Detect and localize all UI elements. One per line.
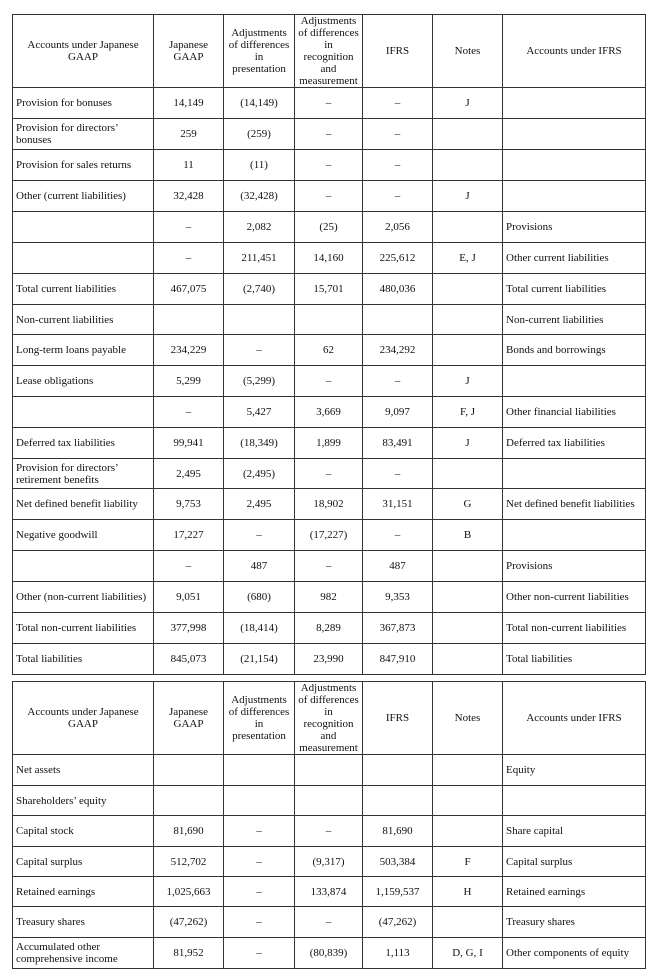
jgaap-value-cell: 9,753 — [154, 489, 224, 520]
recognition-adjustment-cell: – — [295, 816, 363, 847]
presentation-adjustment-cell: – — [224, 816, 295, 847]
ifrs-value-cell: 9,353 — [363, 582, 433, 613]
recognition-adjustment-cell: (17,227) — [295, 520, 363, 551]
recognition-adjustment-cell: 133,874 — [295, 877, 363, 907]
ifrs-value-cell: 487 — [363, 551, 433, 582]
table-row — [13, 397, 646, 428]
table-row — [13, 613, 646, 644]
header-row — [13, 682, 646, 755]
header-adj-recognition: Adjustments of differences in recognition and measurement — [295, 682, 363, 755]
presentation-adjustment-cell: (2,495) — [224, 459, 295, 489]
notes-cell: F — [433, 847, 503, 877]
ifrs-account-cell: Total non-current liabilities — [503, 613, 646, 644]
reconciliation-table-equity — [12, 681, 646, 969]
header-ifrs-accounts: Accounts under IFRS — [503, 682, 646, 755]
ifrs-account-cell: Other current liabilities — [503, 243, 646, 274]
notes-cell — [433, 644, 503, 675]
ifrs-value-cell: 225,612 — [363, 243, 433, 274]
table-row — [13, 181, 646, 212]
notes-cell — [433, 150, 503, 181]
presentation-adjustment-cell: – — [224, 877, 295, 907]
header-jgaap: Japanese GAAP — [154, 15, 224, 88]
table-row — [13, 755, 646, 786]
notes-cell: J — [433, 428, 503, 459]
jgaap-account-cell: Total liabilities — [13, 644, 154, 675]
ifrs-account-cell: Non-current liabilities — [503, 305, 646, 335]
header-row — [13, 15, 646, 88]
ifrs-value-cell: 503,384 — [363, 847, 433, 877]
equity-body — [13, 755, 646, 969]
table-row — [13, 88, 646, 119]
ifrs-account-cell: Total liabilities — [503, 644, 646, 675]
ifrs-value-cell — [363, 786, 433, 816]
presentation-adjustment-cell — [224, 305, 295, 335]
jgaap-value-cell: 17,227 — [154, 520, 224, 551]
notes-cell: G — [433, 489, 503, 520]
presentation-adjustment-cell: 5,427 — [224, 397, 295, 428]
ifrs-account-cell: Other components of equity — [503, 938, 646, 969]
recognition-adjustment-cell: 14,160 — [295, 243, 363, 274]
notes-cell: B — [433, 520, 503, 551]
table-row — [13, 150, 646, 181]
notes-cell — [433, 816, 503, 847]
jgaap-account-cell: Provision for sales returns — [13, 150, 154, 181]
jgaap-account-cell — [13, 551, 154, 582]
recognition-adjustment-cell: 3,669 — [295, 397, 363, 428]
header-notes: Notes — [433, 15, 503, 88]
header-adj-presentation: Adjustments of differences in presentation — [224, 682, 295, 755]
ifrs-value-cell: – — [363, 366, 433, 397]
reconciliation-table-liabilities — [12, 14, 646, 675]
ifrs-account-cell: Treasury shares — [503, 907, 646, 938]
ifrs-account-cell: Provisions — [503, 551, 646, 582]
jgaap-account-cell: Non-current liabilities — [13, 305, 154, 335]
ifrs-account-cell: Capital surplus — [503, 847, 646, 877]
header-jgaap: Japanese GAAP — [154, 682, 224, 755]
presentation-adjustment-cell — [224, 786, 295, 816]
presentation-adjustment-cell: (259) — [224, 119, 295, 150]
jgaap-value-cell: – — [154, 243, 224, 274]
presentation-adjustment-cell — [224, 755, 295, 786]
presentation-adjustment-cell: (2,740) — [224, 274, 295, 305]
table-row — [13, 243, 646, 274]
jgaap-value-cell — [154, 305, 224, 335]
presentation-adjustment-cell: – — [224, 520, 295, 551]
ifrs-account-cell — [503, 366, 646, 397]
recognition-adjustment-cell: – — [295, 181, 363, 212]
recognition-adjustment-cell: 23,990 — [295, 644, 363, 675]
header-ifrs-accounts: Accounts under IFRS — [503, 15, 646, 88]
recognition-adjustment-cell: – — [295, 150, 363, 181]
ifrs-value-cell: – — [363, 88, 433, 119]
ifrs-account-cell — [503, 119, 646, 150]
jgaap-value-cell: 14,149 — [154, 88, 224, 119]
jgaap-value-cell: 512,702 — [154, 847, 224, 877]
jgaap-value-cell: 32,428 — [154, 181, 224, 212]
ifrs-value-cell: 234,292 — [363, 335, 433, 366]
ifrs-account-cell: Equity — [503, 755, 646, 786]
recognition-adjustment-cell: – — [295, 366, 363, 397]
jgaap-account-cell: Total current liabilities — [13, 274, 154, 305]
liabilities-body — [13, 88, 646, 675]
presentation-adjustment-cell: (21,154) — [224, 644, 295, 675]
jgaap-value-cell: 81,952 — [154, 938, 224, 969]
table-row — [13, 119, 646, 150]
jgaap-account-cell: Other (non-current liabilities) — [13, 582, 154, 613]
jgaap-account-cell: Negative goodwill — [13, 520, 154, 551]
recognition-adjustment-cell — [295, 786, 363, 816]
recognition-adjustment-cell: – — [295, 907, 363, 938]
presentation-adjustment-cell: 211,451 — [224, 243, 295, 274]
notes-cell — [433, 305, 503, 335]
jgaap-account-cell: Net assets — [13, 755, 154, 786]
presentation-adjustment-cell: 487 — [224, 551, 295, 582]
jgaap-account-cell: Provision for bonuses — [13, 88, 154, 119]
jgaap-value-cell: – — [154, 212, 224, 243]
table-row — [13, 274, 646, 305]
table-row — [13, 907, 646, 938]
ifrs-account-cell: Share capital — [503, 816, 646, 847]
recognition-adjustment-cell: – — [295, 88, 363, 119]
table-row — [13, 428, 646, 459]
jgaap-value-cell: 467,075 — [154, 274, 224, 305]
jgaap-account-cell: Provision for directors’ retirement benefits — [13, 459, 154, 489]
notes-cell — [433, 786, 503, 816]
ifrs-value-cell: 81,690 — [363, 816, 433, 847]
header-ifrs: IFRS — [363, 682, 433, 755]
jgaap-account-cell — [13, 243, 154, 274]
ifrs-value-cell: 83,491 — [363, 428, 433, 459]
notes-cell — [433, 274, 503, 305]
notes-cell: J — [433, 366, 503, 397]
notes-cell — [433, 613, 503, 644]
table-row — [13, 366, 646, 397]
jgaap-value-cell: – — [154, 397, 224, 428]
jgaap-account-cell: Deferred tax liabilities — [13, 428, 154, 459]
presentation-adjustment-cell: (14,149) — [224, 88, 295, 119]
recognition-adjustment-cell: – — [295, 119, 363, 150]
jgaap-value-cell: 259 — [154, 119, 224, 150]
ifrs-account-cell: Total current liabilities — [503, 274, 646, 305]
ifrs-account-cell: Provisions — [503, 212, 646, 243]
table-row — [13, 335, 646, 366]
jgaap-value-cell: 5,299 — [154, 366, 224, 397]
notes-cell: H — [433, 877, 503, 907]
header-jgaap-accounts: Accounts under Japanese GAAP — [13, 15, 154, 88]
table-row — [13, 847, 646, 877]
ifrs-value-cell: – — [363, 459, 433, 489]
ifrs-account-cell: Deferred tax liabilities — [503, 428, 646, 459]
ifrs-value-cell: – — [363, 119, 433, 150]
presentation-adjustment-cell: – — [224, 335, 295, 366]
ifrs-account-cell: Other financial liabilities — [503, 397, 646, 428]
jgaap-account-cell: Shareholders’ equity — [13, 786, 154, 816]
table-row — [13, 520, 646, 551]
presentation-adjustment-cell: (18,414) — [224, 613, 295, 644]
ifrs-value-cell: 367,873 — [363, 613, 433, 644]
table-row — [13, 786, 646, 816]
ifrs-value-cell: – — [363, 181, 433, 212]
table-row — [13, 938, 646, 969]
ifrs-account-cell — [503, 786, 646, 816]
jgaap-value-cell: 234,229 — [154, 335, 224, 366]
jgaap-value-cell: 2,495 — [154, 459, 224, 489]
presentation-adjustment-cell: 2,082 — [224, 212, 295, 243]
jgaap-account-cell: Provision for directors’ bonuses — [13, 119, 154, 150]
recognition-adjustment-cell — [295, 305, 363, 335]
presentation-adjustment-cell: – — [224, 847, 295, 877]
recognition-adjustment-cell: 15,701 — [295, 274, 363, 305]
recognition-adjustment-cell: (25) — [295, 212, 363, 243]
recognition-adjustment-cell: – — [295, 459, 363, 489]
notes-cell: E, J — [433, 243, 503, 274]
jgaap-value-cell: 845,073 — [154, 644, 224, 675]
ifrs-value-cell — [363, 305, 433, 335]
jgaap-value-cell — [154, 786, 224, 816]
presentation-adjustment-cell: – — [224, 938, 295, 969]
table-row — [13, 644, 646, 675]
table-row — [13, 816, 646, 847]
ifrs-value-cell: 31,151 — [363, 489, 433, 520]
jgaap-account-cell: Net defined benefit liability — [13, 489, 154, 520]
jgaap-account-cell: Lease obligations — [13, 366, 154, 397]
jgaap-account-cell: Retained earnings — [13, 877, 154, 907]
recognition-adjustment-cell — [295, 755, 363, 786]
jgaap-value-cell: 377,998 — [154, 613, 224, 644]
table-row — [13, 305, 646, 335]
jgaap-account-cell — [13, 397, 154, 428]
presentation-adjustment-cell: (32,428) — [224, 181, 295, 212]
ifrs-value-cell: 1,113 — [363, 938, 433, 969]
header-adj-recognition: Adjustments of differences in recognition and measurement — [295, 15, 363, 88]
ifrs-value-cell: 847,910 — [363, 644, 433, 675]
jgaap-account-cell — [13, 212, 154, 243]
ifrs-account-cell — [503, 150, 646, 181]
jgaap-value-cell: 11 — [154, 150, 224, 181]
ifrs-value-cell: – — [363, 520, 433, 551]
header-notes: Notes — [433, 682, 503, 755]
ifrs-account-cell: Bonds and borrowings — [503, 335, 646, 366]
ifrs-account-cell — [503, 520, 646, 551]
header-ifrs: IFRS — [363, 15, 433, 88]
notes-cell — [433, 551, 503, 582]
jgaap-account-cell: Treasury shares — [13, 907, 154, 938]
notes-cell — [433, 212, 503, 243]
jgaap-value-cell: – — [154, 551, 224, 582]
recognition-adjustment-cell: 1,899 — [295, 428, 363, 459]
presentation-adjustment-cell: 2,495 — [224, 489, 295, 520]
ifrs-account-cell — [503, 88, 646, 119]
recognition-adjustment-cell: (9,317) — [295, 847, 363, 877]
notes-cell: D, G, I — [433, 938, 503, 969]
ifrs-account-cell — [503, 181, 646, 212]
ifrs-value-cell: – — [363, 150, 433, 181]
notes-cell: F, J — [433, 397, 503, 428]
jgaap-value-cell: 9,051 — [154, 582, 224, 613]
presentation-adjustment-cell: (680) — [224, 582, 295, 613]
notes-cell — [433, 582, 503, 613]
ifrs-value-cell: (47,262) — [363, 907, 433, 938]
notes-cell — [433, 119, 503, 150]
jgaap-account-cell: Capital surplus — [13, 847, 154, 877]
jgaap-account-cell: Accumulated other comprehensive income — [13, 938, 154, 969]
notes-cell — [433, 459, 503, 489]
recognition-adjustment-cell: 982 — [295, 582, 363, 613]
table-row — [13, 459, 646, 489]
header-jgaap-accounts: Accounts under Japanese GAAP — [13, 682, 154, 755]
ifrs-value-cell — [363, 755, 433, 786]
jgaap-value-cell — [154, 755, 224, 786]
notes-cell — [433, 335, 503, 366]
table-row — [13, 551, 646, 582]
table-row — [13, 489, 646, 520]
ifrs-value-cell: 480,036 — [363, 274, 433, 305]
ifrs-account-cell — [503, 459, 646, 489]
jgaap-value-cell: (47,262) — [154, 907, 224, 938]
presentation-adjustment-cell: (18,349) — [224, 428, 295, 459]
presentation-adjustment-cell: (11) — [224, 150, 295, 181]
ifrs-account-cell: Net defined benefit liabilities — [503, 489, 646, 520]
header-adj-presentation: Adjustments of differences in presentation — [224, 15, 295, 88]
ifrs-account-cell: Retained earnings — [503, 877, 646, 907]
jgaap-account-cell: Long-term loans payable — [13, 335, 154, 366]
recognition-adjustment-cell: (80,839) — [295, 938, 363, 969]
presentation-adjustment-cell: – — [224, 907, 295, 938]
table-row — [13, 582, 646, 613]
notes-cell — [433, 907, 503, 938]
jgaap-account-cell: Capital stock — [13, 816, 154, 847]
jgaap-value-cell: 99,941 — [154, 428, 224, 459]
jgaap-account-cell: Total non-current liabilities — [13, 613, 154, 644]
notes-cell: J — [433, 88, 503, 119]
table-row — [13, 212, 646, 243]
presentation-adjustment-cell: (5,299) — [224, 366, 295, 397]
recognition-adjustment-cell: 62 — [295, 335, 363, 366]
jgaap-value-cell: 1,025,663 — [154, 877, 224, 907]
ifrs-value-cell: 2,056 — [363, 212, 433, 243]
ifrs-value-cell: 9,097 — [363, 397, 433, 428]
jgaap-value-cell: 81,690 — [154, 816, 224, 847]
notes-cell: J — [433, 181, 503, 212]
ifrs-value-cell: 1,159,537 — [363, 877, 433, 907]
recognition-adjustment-cell: 8,289 — [295, 613, 363, 644]
table-row — [13, 877, 646, 907]
notes-cell — [433, 755, 503, 786]
recognition-adjustment-cell: – — [295, 551, 363, 582]
recognition-adjustment-cell: 18,902 — [295, 489, 363, 520]
ifrs-account-cell: Other non-current liabilities — [503, 582, 646, 613]
jgaap-account-cell: Other (current liabilities) — [13, 181, 154, 212]
